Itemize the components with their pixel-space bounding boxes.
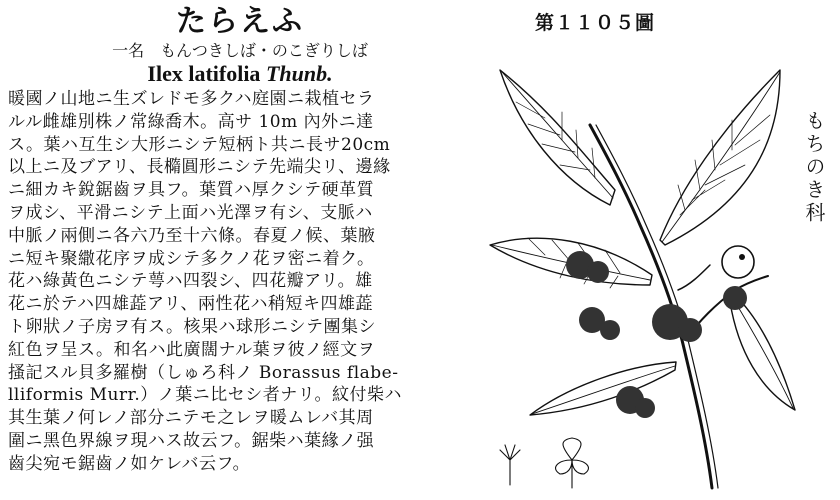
plant-illustration [480, 40, 800, 495]
text-line: 中脈ノ兩側ニ各六乃至十六條。春夏ノ候、葉腋 [8, 225, 376, 246]
text-line: ルル雌雄別株ノ常綠喬木。高サ 10m 內外ニ達 [8, 111, 374, 132]
leaf-midrib [734, 300, 793, 408]
fruit [722, 246, 754, 278]
branch-stem [590, 125, 712, 488]
text-line: ト卵狀ノ子房ヲ有ス。核果ハ球形ニシテ團集シ [8, 316, 377, 337]
description-text [8, 88, 478, 476]
latin-name [70, 60, 410, 88]
text-line: ヲ成シ、平滑ニシテ上面ハ光澤ヲ有シ、支脈ハ [8, 202, 373, 223]
alternate-names: 一名 もんつきしば・のこぎりしば [112, 41, 368, 60]
leaf-midrib [662, 72, 780, 242]
family-name: もちのき科 [802, 110, 826, 225]
branch-stem [596, 125, 718, 488]
text-line: ス。葉ハ互生シ大形ニシテ短柄ト共ニ長サ20cm [8, 134, 391, 155]
plant-name-title: たらえふ [176, 4, 304, 39]
text-line: 搔記スル貝多羅樹（しゅろ科ノ Borassus flabe- [8, 362, 399, 383]
flower-detail [500, 445, 520, 485]
text-line: 花ハ綠黃色ニシテ萼ハ四裂シ、四花瓣アリ。雄 [8, 271, 373, 292]
text-line: lliformis Murr.）ノ葉ニ比セシ者ナリ。紋付柴ハ [8, 385, 402, 406]
text-line: ニ細カキ銳鋸齒ヲ具フ。葉質ハ厚クシテ硬革質 [8, 180, 375, 201]
text-line: 齒尖宛モ鋸齒ノ如ケレバ云フ。 [8, 453, 251, 474]
plate-number: 第１１０５圖 [535, 12, 656, 34]
text-line: ニ短キ聚繖花序ヲ成シテ多クノ花ヲ密ニ着ク。 [8, 248, 375, 269]
latin-author: Thunb. [265, 61, 333, 86]
side-branch [678, 265, 710, 290]
text-line: 圍ニ黑色界線ヲ現ハス故云フ。鋸柴ハ葉緣ノ强 [8, 430, 375, 451]
text-line: 其生葉ノ何レノ部分ニテモ之レヲ暖ムレバ其周 [8, 408, 374, 429]
text-line: 以上ニ及ブアリ、長橢圓形ニシテ先端尖リ、邊緣 [8, 157, 391, 178]
fruit-highlight [739, 254, 745, 260]
latin-genus-species: Ilex latifolia [147, 61, 261, 86]
leaf [660, 70, 780, 245]
leaf-veins [516, 102, 595, 178]
text-line: 花ニ於テハ四雄蕋アリ、兩性花ハ稍短キ四雄蕋 [8, 294, 373, 315]
text-line: 紅色ヲ呈ス。和名ハ此廣闊ナル葉ヲ彼ノ經文ヲ [8, 339, 376, 360]
text-line: 暖國ノ山地ニ生ズレドモ多クハ庭園ニ栽植セラ [8, 89, 375, 109]
